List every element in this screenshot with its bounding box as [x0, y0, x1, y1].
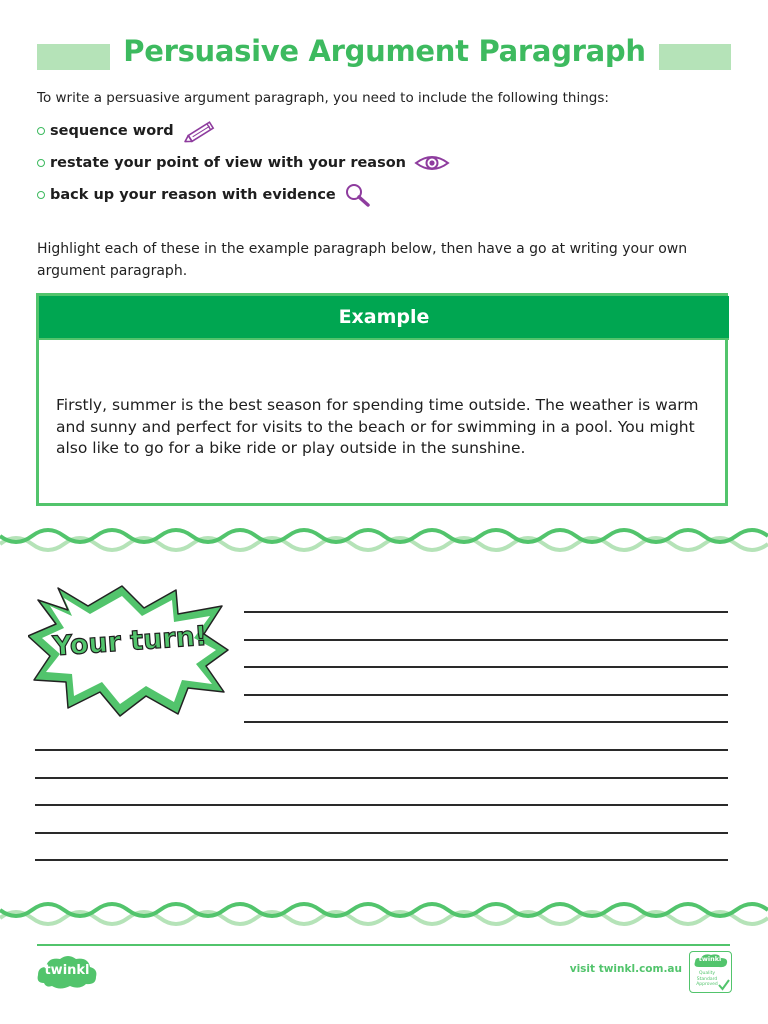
checkmark-icon: [718, 979, 730, 991]
footer-divider: [37, 944, 730, 946]
visit-link[interactable]: visit twinkl.com.au: [569, 963, 682, 975]
badge-title: twinkl: [698, 955, 722, 963]
pencil-icon: [182, 119, 222, 143]
bullet-sequence-word: [37, 119, 222, 143]
logo-text: twinkl: [44, 963, 90, 978]
writing-line[interactable]: [35, 777, 728, 779]
intro-text: To write a persuasive argument paragraph, you need to include the following things:: [37, 90, 609, 106]
instruction-text: Highlight each of these in the example paragraph below, then have a go at writing your own argument paragraph.: [37, 241, 688, 279]
writing-line[interactable]: [244, 721, 728, 723]
page-title: Persuasive Argument Paragraph: [123, 34, 646, 68]
bullet-restate-point: [37, 151, 450, 175]
magnifying-glass-icon: [344, 182, 372, 208]
your-turn-label: Your turn!: [51, 620, 209, 663]
writing-line[interactable]: [35, 832, 728, 834]
example-paragraph: Firstly, summer is the best season for spending time outside. The weather is warm and sunny and perfect for visits to the beach or for swimming in a pool. You might also like to go for a bike ride or play outside in the sunshine.: [56, 396, 699, 457]
writing-line[interactable]: [244, 694, 728, 696]
example-heading: Example: [39, 296, 729, 338]
writing-line[interactable]: [35, 749, 728, 751]
wave-divider-bottom: [0, 896, 768, 930]
bullet-dot: [37, 191, 45, 199]
title-bar-right: [659, 44, 731, 70]
writing-line[interactable]: [35, 859, 728, 861]
bullet-dot: [37, 159, 45, 167]
bullet-label: back up your reason with evidence: [50, 187, 336, 203]
twinkl-logo[interactable]: [36, 953, 98, 991]
example-divider: [39, 338, 729, 340]
writing-line[interactable]: [244, 611, 728, 613]
writing-line[interactable]: [35, 804, 728, 806]
bullet-label: restate your point of view with your reason: [50, 155, 407, 171]
badge-caption: Quality Standard Approved: [696, 971, 718, 987]
writing-line[interactable]: [244, 639, 728, 641]
bullet-back-up-reason: [37, 183, 372, 207]
bullet-dot: [37, 127, 45, 135]
wave-divider-top: [0, 522, 768, 556]
writing-line[interactable]: [244, 666, 728, 668]
bullet-label: sequence word: [50, 123, 174, 139]
title-bar-left: [37, 44, 110, 70]
eye-icon: [414, 151, 450, 175]
quality-badge: [689, 951, 732, 993]
